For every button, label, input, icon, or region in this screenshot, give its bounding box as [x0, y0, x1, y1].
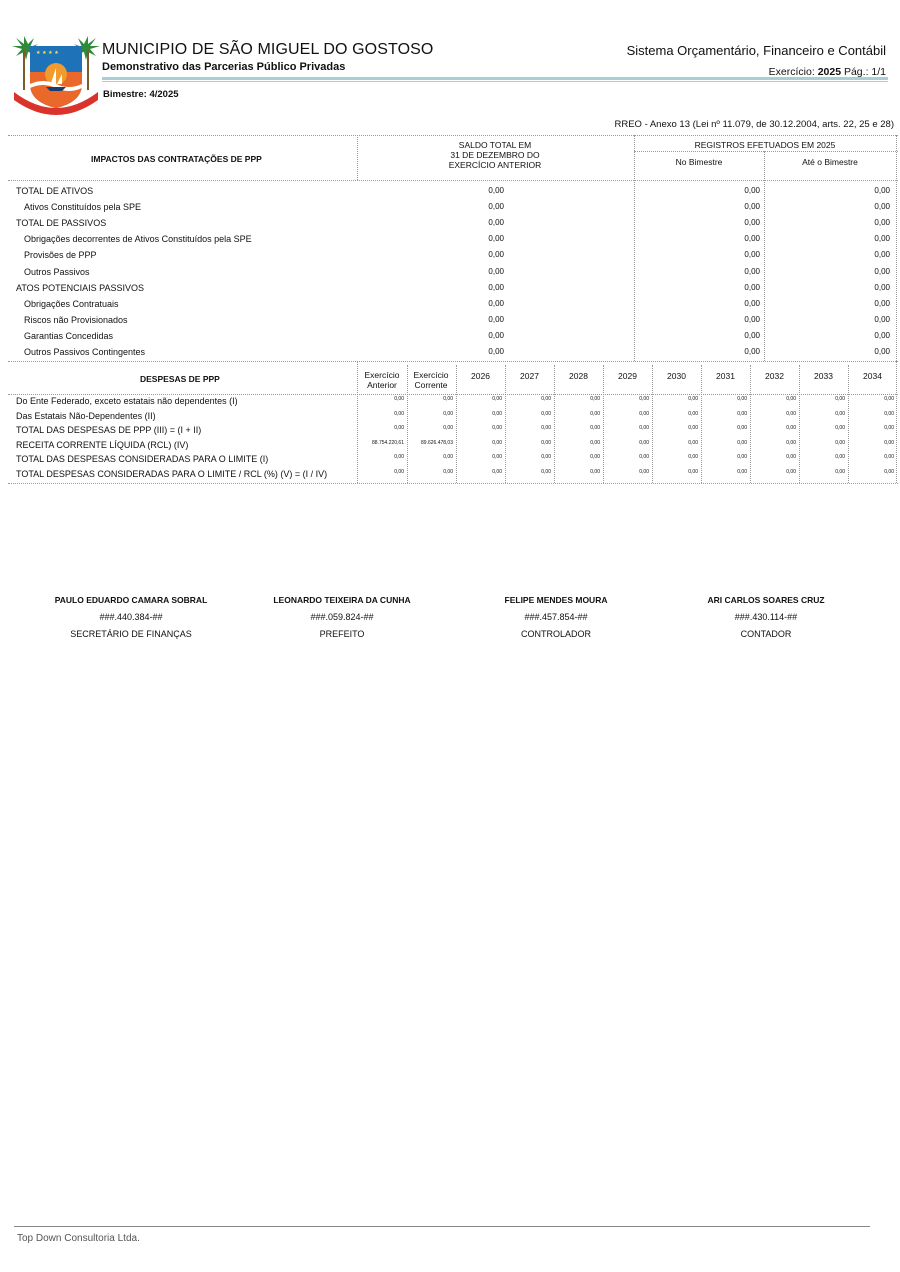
table2-cell-value: 0,00 [786, 396, 796, 402]
table1-row-label: Outros Passivos [24, 266, 90, 277]
table1-title: IMPACTOS DAS CONTRATAÇÕES DE PPP [91, 154, 262, 164]
table2-cell-value: 0,00 [492, 410, 502, 417]
table2-cell-value: 0,00 [443, 396, 453, 402]
table2-bottom-border [8, 483, 898, 484]
table2-year-header: 2034 [863, 371, 882, 381]
table1-ate-bimestre-value: 0,00 [874, 250, 890, 260]
table2-cell-value: 0,00 [737, 439, 747, 446]
table2-year-header: 2028 [569, 371, 588, 381]
saldo-header [400, 140, 590, 170]
table2-year-header: 2029 [618, 371, 637, 381]
exercicio-corrente-line1: Exercício [413, 370, 449, 380]
table2-col-divider [407, 365, 408, 483]
table2-col-divider [750, 365, 751, 483]
signature-block [666, 595, 866, 646]
table2-cell-value: 0,00 [394, 425, 404, 432]
table2-cell-value: 0,00 [884, 410, 894, 417]
table2-cell-value: 0,00 [737, 469, 747, 475]
exercicio-anterior-line2: Anterior [367, 380, 397, 390]
registros-header: REGISTROS EFETUADOS EM 2025 [694, 140, 836, 150]
table2-cell-value: 0,00 [737, 425, 747, 432]
table1-col-divider [634, 135, 635, 361]
table1-row-label: Outros Passivos Contingentes [24, 347, 146, 357]
table2-cell-value: 0,00 [492, 454, 502, 461]
signature-block [31, 595, 231, 646]
table1-saldo-value: 0,00 [488, 266, 504, 276]
table1-row-label: Obrigações decorrentes de Ativos Constituídos pela SPE [24, 234, 252, 245]
table2-row-label: TOTAL DAS DESPESAS DE PPP (III) = (I + II) [16, 425, 202, 436]
table2-cell-value: 0,00 [492, 439, 502, 446]
table2-cell-value: 0,00 [590, 425, 600, 432]
table2-cell-value: 0,00 [786, 454, 796, 461]
table2-cell-value: 0,00 [688, 439, 698, 446]
table1-saldo-value: 0,00 [488, 250, 504, 260]
table2-cell-value: 0,00 [639, 396, 649, 402]
table2-cell-value: 0,00 [443, 469, 453, 475]
exercise-page-info [769, 66, 886, 78]
exercise-year: 2025 [817, 66, 842, 78]
table1-no-bimestre-value: 0,00 [744, 314, 760, 324]
table2-cell-value: 0,00 [541, 396, 551, 402]
signatory-role: SECRETÁRIO DE FINANÇAS [70, 629, 192, 639]
table2-col-divider [603, 365, 604, 483]
table2-cell-value: 0,00 [688, 454, 698, 461]
table1-ate-bimestre-value: 0,00 [874, 218, 890, 228]
svg-text:★ ★ ★ ★: ★ ★ ★ ★ [36, 50, 59, 56]
table2-col-divider [652, 365, 653, 483]
table2-cell-value: 0,00 [394, 396, 404, 402]
table2-row-label: RECEITA CORRENTE LÍQUIDA (RCL) (IV) [16, 439, 189, 450]
table2-cell-value: 88.754.220,61 [372, 439, 404, 446]
table1-row-label: Ativos Constituídos pela SPE [24, 202, 142, 213]
table1-ate-bimestre-value: 0,00 [874, 330, 890, 340]
table2-cell-value: 0,00 [835, 469, 845, 475]
table2-year-header: 2031 [716, 371, 735, 381]
page-number: Pág.: 1/1 [843, 66, 886, 78]
table1-ate-bimestre-value: 0,00 [874, 234, 890, 244]
table2-cell-value: 0,00 [639, 439, 649, 446]
signatory-document: ###.430.114-## [734, 612, 798, 622]
table1-saldo-value: 0,00 [488, 298, 504, 308]
table1-bottom-border [8, 361, 898, 362]
report-subtitle: Demonstrativo das Parcerias Público Privadas [102, 61, 346, 73]
table2-cell-value: 0,00 [688, 425, 698, 432]
table2-cell-value: 0,00 [541, 410, 551, 417]
table2-cell-value: 0,00 [492, 469, 502, 475]
table1-saldo-value: 0,00 [488, 314, 504, 324]
table1-row-label: Riscos não Provisionados [24, 314, 128, 325]
table2-col-divider [701, 365, 702, 483]
table1-row-label: TOTAL DE ATIVOS [16, 186, 94, 196]
table2-col-divider [848, 365, 849, 483]
table2-cell-value: 89.626.478,03 [421, 439, 453, 446]
table1-no-bimestre-value: 0,00 [744, 282, 760, 292]
saldo-header-line3: EXERCÍCIO ANTERIOR [448, 160, 542, 170]
table1-ate-bimestre-value: 0,00 [874, 266, 890, 276]
table1-saldo-value: 0,00 [488, 186, 504, 195]
table2-cell-value: 0,00 [688, 396, 698, 402]
table1-row-label: Garantias Concedidas [24, 330, 114, 341]
table1-saldo-value: 0,00 [488, 202, 504, 212]
table2-cell-value: 0,00 [394, 469, 404, 475]
saldo-header-line1: SALDO TOTAL EM [458, 140, 532, 150]
table1-top-border [8, 135, 898, 136]
table2-col-divider [799, 365, 800, 483]
table2-cell-value: 0,00 [639, 425, 649, 432]
exercise-label: Exercício: [768, 66, 815, 78]
table2-cell-value: 0,00 [884, 469, 894, 475]
signatory-name: LEONARDO TEIXEIRA DA CUNHA [273, 595, 411, 605]
footer-company: Top Down Consultoria Ltda. [17, 1233, 140, 1244]
table2-cell-value: 0,00 [835, 396, 845, 402]
table2-cell-value: 0,00 [835, 439, 845, 446]
table1-row-label: Provisões de PPP [24, 250, 97, 261]
signature-block [242, 595, 442, 646]
table2-cell-value: 0,00 [835, 425, 845, 432]
table2-cell-value: 0,00 [884, 396, 894, 402]
signatory-document: ###.440.384-## [99, 612, 163, 622]
table1-saldo-value: 0,00 [488, 234, 504, 244]
table1-ate-bimestre-value: 0,00 [874, 347, 890, 356]
exercicio-corrente-header [407, 370, 455, 390]
signatory-name: PAULO EDUARDO CAMARA SOBRAL [54, 595, 208, 605]
table1-ate-bimestre-value: 0,00 [874, 186, 890, 195]
signatory-name: FELIPE MENDES MOURA [504, 595, 608, 605]
signature-block [456, 595, 656, 646]
municipal-coat-of-arms-logo [10, 34, 102, 116]
signatory-document: ###.457.854-## [524, 612, 588, 622]
table2-cell-value: 0,00 [590, 454, 600, 461]
table1-no-bimestre-value: 0,00 [744, 298, 760, 308]
table2-cell-value: 0,00 [541, 439, 551, 446]
table1-no-bimestre-value: 0,00 [744, 218, 760, 228]
table2-cell-value: 0,00 [737, 396, 747, 402]
table2-cell-value: 0,00 [639, 410, 649, 417]
exercicio-corrente-line2: Corrente [414, 380, 448, 390]
table1-row-label: Obrigações Contratuais [24, 298, 119, 309]
table1-no-bimestre-value: 0,00 [744, 250, 760, 260]
table2-year-header: 2027 [520, 371, 539, 381]
table2-col-divider [505, 365, 506, 483]
table2-cell-value: 0,00 [639, 469, 649, 475]
table2-cell-value: 0,00 [884, 439, 894, 446]
table2-cell-value: 0,00 [688, 469, 698, 475]
table2-title: DESPESAS DE PPP [140, 374, 220, 384]
table1-row-label: ATOS POTENCIAIS PASSIVOS [16, 282, 145, 293]
table1-col-divider [764, 151, 765, 361]
table2-year-header: 2026 [471, 371, 490, 381]
signatory-role: CONTADOR [740, 629, 792, 639]
table1-no-bimestre-value: 0,00 [744, 266, 760, 276]
table1-no-bimestre-value: 0,00 [744, 202, 760, 212]
table2-cell-value: 0,00 [786, 410, 796, 417]
table1-row-label: TOTAL DE PASSIVOS [16, 218, 107, 229]
table2-col-divider [554, 365, 555, 483]
system-title: Sistema Orçamentário, Financeiro e Contábil [626, 43, 886, 58]
table1-saldo-value: 0,00 [488, 282, 504, 292]
table1-ate-bimestre-value: 0,00 [874, 282, 890, 292]
table1-saldo-value: 0,00 [488, 347, 504, 356]
exercicio-anterior-header [358, 370, 406, 390]
header-divider-thin [102, 81, 888, 82]
table2-cell-value: 0,00 [394, 410, 404, 417]
table1-saldo-value: 0,00 [488, 218, 504, 228]
no-bimestre-header: No Bimestre [675, 157, 723, 167]
table1-col-divider [357, 135, 358, 180]
table2-cell-value: 0,00 [835, 410, 845, 417]
table2-cell-value: 0,00 [541, 469, 551, 475]
table2-cell-value: 0,00 [688, 410, 698, 417]
table2-cell-value: 0,00 [541, 454, 551, 461]
table2-row-label: TOTAL DESPESAS CONSIDERADAS PARA O LIMITE / RCL (%) (V) = (I / IV) [16, 469, 328, 479]
table1-no-bimestre-value: 0,00 [744, 186, 760, 195]
signatory-role: PREFEITO [319, 629, 365, 639]
table1-no-bimestre-value: 0,00 [744, 347, 760, 356]
footer-divider [14, 1226, 870, 1227]
exercicio-anterior-line1: Exercício [364, 370, 400, 380]
saldo-header-line2: 31 DE DEZEMBRO DO [450, 150, 540, 160]
table1-no-bimestre-value: 0,00 [744, 234, 760, 244]
table2-cell-value: 0,00 [590, 439, 600, 446]
table2-header-border [8, 394, 898, 395]
table2-cell-value: 0,00 [786, 469, 796, 475]
table2-cell-value: 0,00 [639, 454, 649, 461]
table2-year-header: 2033 [814, 371, 833, 381]
table2-cell-value: 0,00 [394, 454, 404, 461]
rreo-legal-reference: RREO - Anexo 13 (Lei nº 11.079, de 30.12.2004, arts. 22, 25 e 28) [614, 119, 894, 130]
table2-year-header: 2032 [765, 371, 784, 381]
table1-no-bimestre-value: 0,00 [744, 330, 760, 340]
table2-cell-value: 0,00 [590, 410, 600, 417]
table1-ate-bimestre-value: 0,00 [874, 298, 890, 308]
signatory-role: CONTROLADOR [520, 629, 591, 639]
table2-cell-value: 0,00 [786, 439, 796, 446]
table2-year-header: 2030 [667, 371, 686, 381]
table2-cell-value: 0,00 [492, 425, 502, 432]
table1-ate-bimestre-value: 0,00 [874, 314, 890, 324]
table2-cell-value: 0,00 [737, 410, 747, 417]
registros-subheader-border [634, 151, 898, 152]
table2-cell-value: 0,00 [590, 396, 600, 402]
table2-cell-value: 0,00 [835, 454, 845, 461]
table2-right-border [896, 361, 897, 483]
table1-saldo-value: 0,00 [488, 330, 504, 340]
table2-cell-value: 0,00 [492, 396, 502, 402]
table2-cell-value: 0,00 [786, 425, 796, 432]
municipality-name: MUNICIPIO DE SÃO MIGUEL DO GOSTOSO [102, 41, 434, 58]
table2-cell-value: 0,00 [884, 425, 894, 432]
table2-row-label: Das Estatais Não-Dependentes (II) [16, 410, 156, 421]
table2-cell-value: 0,00 [541, 425, 551, 432]
table2-cell-value: 0,00 [590, 469, 600, 475]
ate-bimestre-header: Até o Bimestre [802, 157, 858, 167]
table2-cell-value: 0,00 [737, 454, 747, 461]
table2-row-label: Do Ente Federado, exceto estatais não dependentes (I) [16, 396, 238, 406]
table2-col-divider [456, 365, 457, 483]
table2-row-label: TOTAL DAS DESPESAS CONSIDERADAS PARA O LIMITE (I) [16, 454, 269, 465]
table2-cell-value: 0,00 [443, 454, 453, 461]
table2-cell-value: 0,00 [443, 425, 453, 432]
bimester-label: Bimestre: 4/2025 [103, 89, 179, 100]
table1-ate-bimestre-value: 0,00 [874, 202, 890, 212]
table1-right-border [896, 135, 897, 361]
table2-cell-value: 0,00 [884, 454, 894, 461]
signatory-name: ARI CARLOS SOARES CRUZ [707, 595, 825, 605]
signatory-document: ###.059.824-## [310, 612, 374, 622]
table2-cell-value: 0,00 [443, 410, 453, 417]
